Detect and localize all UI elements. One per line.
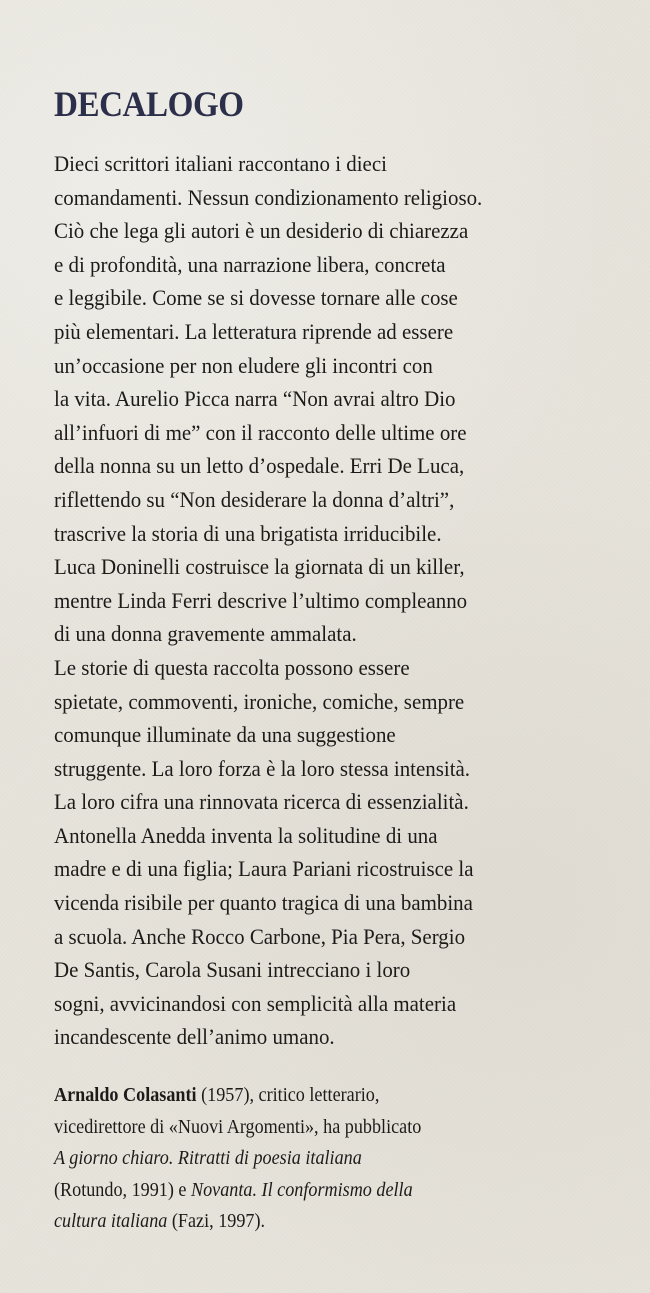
synopsis-line: spietate, commoventi, ironiche, comiche, sempre — [54, 688, 465, 714]
author-bio — [54, 1080, 624, 1238]
bio-line — [54, 1175, 584, 1207]
page-title: DECALOGO — [54, 84, 244, 124]
synopsis-line: e leggibile. Come se si dovesse tornare alle cose — [54, 285, 458, 311]
synopsis-line: sogni, avvicinandosi con semplicità alla materia — [54, 990, 457, 1016]
book-title-1: A giorno chiaro. Ritratti di poesia italiana — [54, 1148, 362, 1169]
synopsis-line: La loro cifra una rinnovata ricerca di essenzialità. — [54, 789, 469, 815]
bio-line — [54, 1080, 584, 1112]
synopsis-line: più elementari. La letteratura riprende ad essere — [54, 318, 454, 344]
author-name: Arnaldo Colasanti — [54, 1085, 197, 1106]
bio-line: vicedirettore di «Nuovi Argomenti», ha pubblicato — [54, 1116, 422, 1138]
synopsis-line: trascrive la storia di una brigatista irriducibile. — [54, 520, 442, 546]
synopsis-line: Luca Doninelli costruisce la giornata di un killer, — [54, 554, 465, 580]
synopsis-line: comandamenti. Nessun condizionamento religioso. — [54, 184, 483, 210]
synopsis-line: a scuola. Anche Rocco Carbone, Pia Pera, Sergio — [54, 923, 466, 949]
synopsis-line: un’occasione per non eludere gli incontri con — [54, 352, 433, 378]
synopsis-line: la vita. Aurelio Picca narra “Non avrai altro Dio — [54, 386, 456, 412]
bio-line — [54, 1206, 584, 1238]
synopsis-line: incandescente dell’animo umano. — [54, 1024, 335, 1050]
synopsis-line: riflettendo su “Non desiderare la donna d’altri”, — [54, 486, 455, 512]
synopsis-line: e di profondità, una narrazione libera, concreta — [54, 251, 446, 277]
synopsis-line: De Santis, Carola Susani intrecciano i loro — [54, 957, 411, 983]
synopsis-line: della nonna su un letto d’ospedale. Erri De Luca, — [54, 453, 465, 479]
synopsis-line: di una donna gravemente ammalata. — [54, 621, 357, 647]
book1-publisher: (Rotundo, 1991) e — [54, 1179, 192, 1201]
synopsis-line: Dieci scrittori italiani raccontano i dieci — [54, 151, 387, 176]
book-title-2-cont: cultura italiana — [54, 1211, 168, 1232]
book2-publisher: (Fazi, 1997). — [167, 1211, 266, 1232]
author-years-role: (1957), critico letterario, — [196, 1085, 380, 1106]
book-title-2: Novanta. Il conformismo della — [191, 1179, 413, 1201]
synopsis-line: vicenda risibile per quanto tragica di una bambina — [54, 890, 473, 916]
synopsis-line: Antonella Anedda inventa la solitudine di una — [54, 822, 438, 848]
synopsis-line: madre e di una figlia; Laura Pariani ricostruisce la — [54, 856, 474, 882]
synopsis-line: Ciò che lega gli autori è un desiderio di chiarezza — [54, 218, 469, 244]
synopsis-line: mentre Linda Ferri descrive l’ultimo compleanno — [54, 587, 468, 613]
synopsis-line: Le storie di questa raccolta possono essere — [54, 654, 410, 680]
synopsis-line: comunque illuminate da una suggestione — [54, 722, 396, 748]
synopsis-text — [54, 147, 614, 1054]
synopsis-line: struggente. La loro forza è la loro stessa intensità. — [54, 755, 471, 781]
synopsis-line: all’infuori di me” con il racconto delle ultime ore — [54, 419, 467, 445]
